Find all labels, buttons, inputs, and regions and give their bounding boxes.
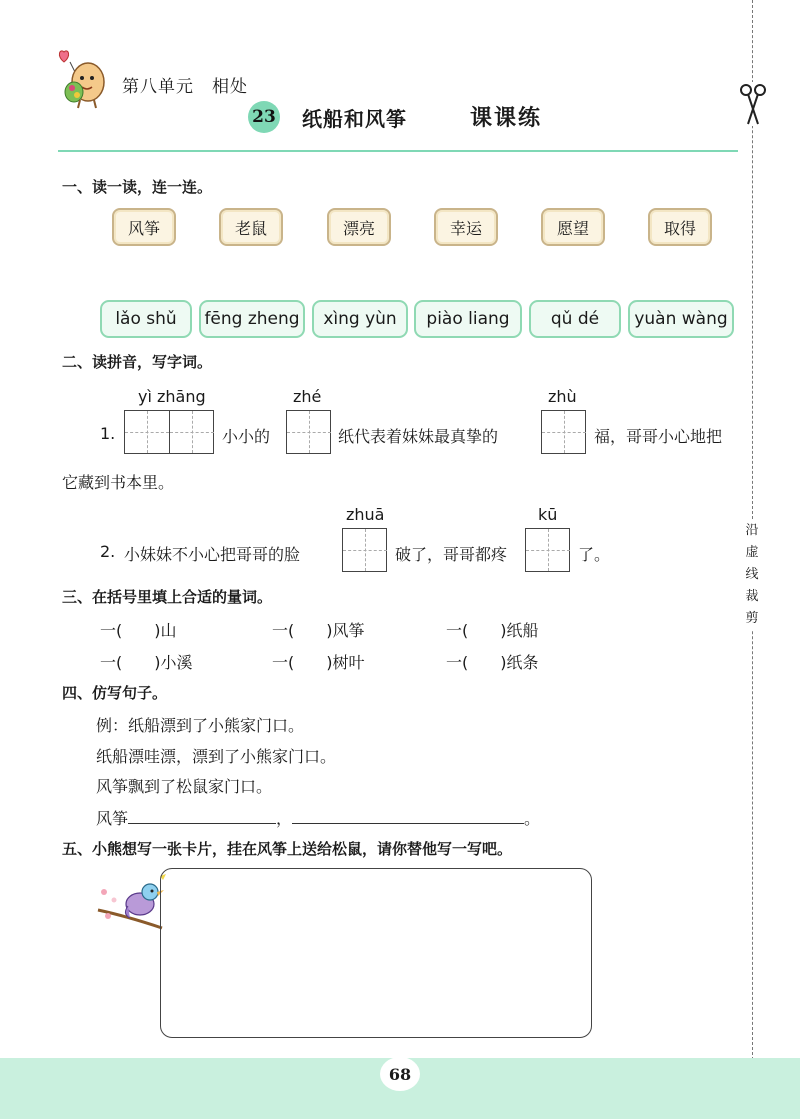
pinyin-box[interactable]: lǎo shǔ	[100, 300, 192, 338]
answer-line[interactable]	[128, 808, 276, 824]
sentence-text: 它藏到书本里。	[62, 473, 175, 492]
word-box[interactable]: 风筝	[112, 208, 176, 246]
header-divider	[58, 150, 738, 152]
writing-grid[interactable]	[286, 410, 331, 454]
mascot-icon	[58, 48, 110, 110]
pinyin-box[interactable]: piào liang	[414, 300, 522, 338]
section2-heading: 二、读拼音，写字词。	[62, 349, 218, 374]
example-sentence: 例：纸船漂到了小熊家门口。	[96, 716, 305, 735]
pinyin-box[interactable]: yuàn wàng	[628, 300, 734, 338]
word-box[interactable]: 老鼠	[219, 208, 283, 246]
question-number: 2.	[100, 542, 116, 561]
word-box[interactable]: 漂亮	[327, 208, 391, 246]
sentence-text: 了。	[578, 545, 611, 564]
sentence-text: 纸代表着妹妹最真挚的	[338, 427, 499, 446]
page-number: 68	[380, 1057, 420, 1091]
writing-grid[interactable]	[124, 410, 214, 454]
writing-card[interactable]	[160, 868, 592, 1038]
sentence-text: 小妹妹不小心把哥哥的脸	[124, 545, 301, 564]
sentence-text: 小小的	[222, 427, 271, 446]
measure-word-blank[interactable]: 一( )小溪	[100, 653, 193, 672]
word-box[interactable]: 取得	[648, 208, 712, 246]
sentence-text: 福，哥哥小心地把	[594, 427, 723, 446]
section3-heading: 三、在括号里填上合适的量词。	[62, 584, 278, 609]
pinyin-hint: zhuā	[346, 505, 385, 524]
writing-grid[interactable]	[342, 528, 387, 572]
lesson-number-badge: 23	[248, 101, 280, 133]
series-title: 课课练	[470, 106, 543, 131]
lesson-title: 纸船和风筝	[302, 107, 407, 131]
fill-sentence: 风筝 ， 。	[96, 809, 541, 828]
unit-label: 第八单元 相处	[122, 77, 248, 97]
measure-word-blank[interactable]: 一( )纸船	[446, 621, 539, 640]
measure-word-blank[interactable]: 一( )纸条	[446, 653, 539, 672]
cut-instruction: 沿 虚 线 裁 剪	[742, 520, 762, 630]
measure-word-blank[interactable]: 一( )树叶	[272, 653, 365, 672]
bird-icon	[96, 870, 168, 932]
pinyin-box[interactable]: xìng yùn	[312, 300, 408, 338]
measure-word-blank[interactable]: 一( )山	[100, 621, 177, 640]
word-box[interactable]: 愿望	[541, 208, 605, 246]
answer-line[interactable]	[292, 808, 524, 824]
question-number: 1.	[100, 424, 116, 443]
pinyin-hint: zhé	[293, 387, 322, 406]
pinyin-box[interactable]: fēng zheng	[199, 300, 305, 338]
measure-word-blank[interactable]: 一( )风筝	[272, 621, 365, 640]
section5-heading: 五、小熊想写一张卡片，挂在风筝上送给松鼠，请你替他写一写吧。	[62, 836, 518, 861]
model-sentence: 纸船漂哇漂，漂到了小熊家门口。	[96, 747, 337, 766]
section1-heading: 一、读一读，连一连。	[62, 174, 218, 199]
sentence-text: 破了，哥哥都疼	[395, 545, 508, 564]
section4-heading: 四、仿写句子。	[62, 680, 173, 705]
scissors-icon	[740, 82, 766, 126]
writing-grid[interactable]	[541, 410, 586, 454]
pinyin-hint: yì zhāng	[138, 387, 206, 406]
pinyin-box[interactable]: qǔ dé	[529, 300, 621, 338]
pinyin-hint: kū	[538, 505, 558, 524]
writing-grid[interactable]	[525, 528, 570, 572]
pinyin-hint: zhù	[548, 387, 577, 406]
word-box[interactable]: 幸运	[434, 208, 498, 246]
prompt-sentence: 风筝飘到了松鼠家门口。	[96, 777, 273, 796]
